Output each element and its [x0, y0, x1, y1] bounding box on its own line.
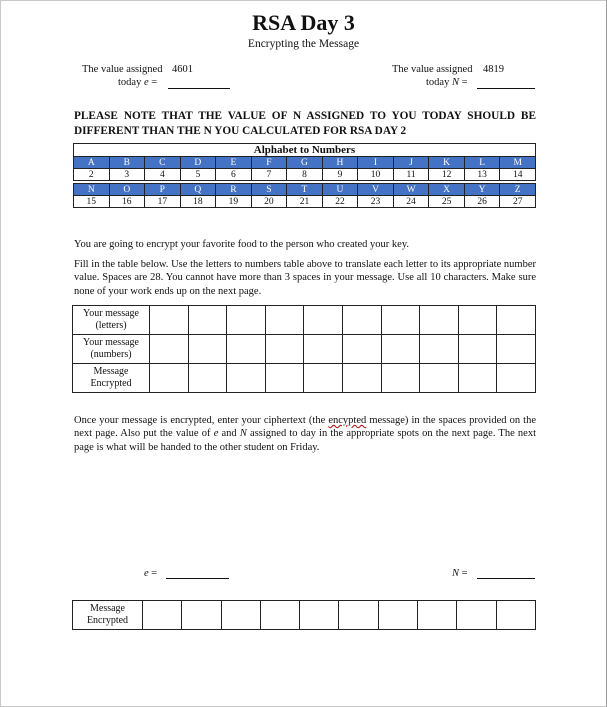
number-cell: 19 — [216, 196, 252, 208]
letter-cell: J — [393, 157, 429, 169]
letter-cell: X — [429, 184, 465, 196]
number-input-cell[interactable] — [458, 335, 497, 364]
letter-input-cell[interactable] — [381, 306, 420, 335]
encrypted-input-cell[interactable] — [342, 364, 381, 393]
letter-cell: F — [251, 157, 287, 169]
number-cell: 26 — [464, 196, 500, 208]
letter-cell: V — [358, 184, 394, 196]
bottom-e-label — [144, 568, 157, 579]
message-table — [72, 305, 536, 393]
label-line: (letters) — [95, 320, 127, 331]
n-variable: N — [452, 568, 460, 579]
alphabet-row-numbers-2 — [74, 196, 536, 208]
today-text: today — [118, 77, 144, 88]
letter-input-cell[interactable] — [188, 306, 227, 335]
encrypted-input-cell[interactable] — [304, 364, 343, 393]
equals-sign: = — [148, 77, 158, 88]
assigned-e-value: 4601 — [172, 64, 193, 75]
ciphertext-row — [73, 601, 536, 630]
assigned-e-text: The value assigned — [82, 64, 163, 75]
number-cell: 4 — [145, 169, 181, 181]
number-input-cell[interactable] — [304, 335, 343, 364]
number-cell: 10 — [358, 169, 394, 181]
ciphertext-cell[interactable] — [182, 601, 221, 630]
text-run: Once your message is encrypted, enter your ciphertext (the — [74, 415, 329, 426]
letter-cell: O — [109, 184, 145, 196]
label-line: Your message — [83, 308, 139, 319]
page-title: RSA Day 3 — [252, 10, 355, 35]
label-line: Message — [90, 603, 125, 614]
letter-cell: K — [429, 157, 465, 169]
number-cell: 27 — [500, 196, 536, 208]
label-line: Encrypted — [86, 615, 129, 626]
number-cell: 16 — [109, 196, 145, 208]
ciphertext-cell[interactable] — [418, 601, 457, 630]
misspelled-word: encypted — [328, 415, 367, 426]
assigned-n-text: The value assigned — [392, 64, 473, 75]
label-line: (numbers) — [90, 349, 132, 360]
ciphertext-cell[interactable] — [496, 601, 535, 630]
number-cell: 22 — [322, 196, 358, 208]
letter-cell: T — [287, 184, 323, 196]
number-cell: 8 — [287, 169, 323, 181]
number-cell: 20 — [251, 196, 287, 208]
alphabet-row-letters-1 — [74, 157, 536, 169]
letter-cell: G — [287, 157, 323, 169]
bottom-n-line[interactable] — [477, 578, 535, 579]
letter-input-cell[interactable] — [227, 306, 266, 335]
assigned-n-line2 — [426, 77, 468, 88]
letter-cell: S — [251, 184, 287, 196]
number-cell: 23 — [358, 196, 394, 208]
letter-cell: D — [180, 157, 216, 169]
encrypted-input-cell[interactable] — [150, 364, 189, 393]
letter-input-cell[interactable] — [420, 306, 459, 335]
letter-cell: Y — [464, 184, 500, 196]
letter-cell: Z — [500, 184, 536, 196]
number-cell: 17 — [145, 196, 181, 208]
number-cell: 13 — [464, 169, 500, 181]
number-input-cell[interactable] — [227, 335, 266, 364]
number-cell: 24 — [393, 196, 429, 208]
letter-cell: N — [74, 184, 110, 196]
encrypted-input-cell[interactable] — [420, 364, 459, 393]
number-cell: 12 — [429, 169, 465, 181]
assigned-e-label — [82, 64, 162, 75]
letter-input-cell[interactable] — [342, 306, 381, 335]
equals-sign: = — [459, 568, 468, 579]
text-run: message) in the spaces provided on the next page. Also put the value of — [74, 415, 536, 440]
page-subtitle: Encrypting the Message — [247, 38, 360, 50]
letter-cell: C — [145, 157, 181, 169]
ciphertext-table — [72, 600, 536, 630]
number-cell: 15 — [74, 196, 110, 208]
assigned-e-line2 — [118, 77, 157, 88]
instructions-fill-table: Fill in the table below. Use the letters to numbers table above to translate each letter to its appropriate number value. Spaces are 28. You cannot have more than 3 spaces in your message. Use all 10 characters. Make sure none of your work ends up on the next page. — [74, 259, 536, 297]
letter-input-cell[interactable] — [265, 306, 304, 335]
letter-cell: I — [358, 157, 394, 169]
number-cell: 5 — [180, 169, 216, 181]
encrypted-input-cell[interactable] — [227, 364, 266, 393]
number-cell: 18 — [180, 196, 216, 208]
number-cell: 14 — [500, 169, 536, 181]
important-note: PLEASE NOTE THAT THE VALUE OF N ASSIGNED TO YOU TODAY SHOULD BE DIFFERENT THAN THE N YOU CALCULATED FOR RSA DAY 2 — [74, 110, 536, 137]
letter-cell: B — [109, 157, 145, 169]
ciphertext-cell[interactable] — [457, 601, 496, 630]
row-label-encrypted — [73, 364, 150, 393]
letter-cell: H — [322, 157, 358, 169]
number-input-cell[interactable] — [188, 335, 227, 364]
encrypted-input-cell[interactable] — [265, 364, 304, 393]
bottom-n-label — [452, 568, 468, 579]
number-cell: 11 — [393, 169, 429, 181]
equals-sign: = — [148, 568, 158, 579]
letter-cell: Q — [180, 184, 216, 196]
today-text: today — [426, 77, 452, 88]
e-variable: e — [213, 428, 219, 440]
number-cell: 25 — [429, 196, 465, 208]
number-input-cell[interactable] — [420, 335, 459, 364]
letter-input-cell[interactable] — [150, 306, 189, 335]
message-encrypted-row — [73, 364, 536, 393]
bottom-e-line[interactable] — [166, 578, 229, 579]
n-answer-line[interactable] — [477, 88, 535, 89]
e-answer-line[interactable] — [168, 88, 230, 89]
equals-sign: = — [458, 77, 468, 88]
letter-cell: U — [322, 184, 358, 196]
assigned-n-label — [392, 64, 472, 75]
ciphertext-cell[interactable] — [143, 601, 182, 630]
number-input-cell[interactable] — [265, 335, 304, 364]
letter-cell: A — [74, 157, 110, 169]
letter-cell: R — [216, 184, 252, 196]
letter-cell: L — [464, 157, 500, 169]
encrypted-input-cell[interactable] — [188, 364, 227, 393]
text-run: assigned to day in the appropriate spots on the next page. The next page is what will be handed to the other student on Friday. — [74, 428, 536, 453]
letter-cell: P — [145, 184, 181, 196]
encrypted-input-cell[interactable] — [497, 364, 536, 393]
n-variable: N — [451, 77, 459, 88]
ciphertext-cell[interactable] — [260, 601, 299, 630]
number-cell: 3 — [109, 169, 145, 181]
text-run: and — [218, 428, 240, 440]
instructions-intro: You are going to encrypt your favorite food to the person who created your key. — [74, 239, 410, 250]
number-input-cell[interactable] — [381, 335, 420, 364]
ciphertext-cell[interactable] — [339, 601, 378, 630]
instructions-next-page — [74, 414, 536, 454]
number-input-cell[interactable] — [497, 335, 536, 364]
letter-cell: W — [393, 184, 429, 196]
label-line: Your message — [83, 337, 139, 348]
number-input-cell[interactable] — [150, 335, 189, 364]
alphabet-row-letters-2 — [74, 184, 536, 196]
encrypted-input-cell[interactable] — [381, 364, 420, 393]
e-variable: e — [143, 77, 149, 88]
number-cell: 21 — [287, 196, 323, 208]
letter-input-cell[interactable] — [497, 306, 536, 335]
letter-cell: E — [216, 157, 252, 169]
n-variable: N — [239, 428, 247, 440]
row-label-encrypted — [73, 601, 143, 630]
e-variable: e — [144, 568, 149, 579]
number-cell: 7 — [251, 169, 287, 181]
number-input-cell[interactable] — [342, 335, 381, 364]
letter-input-cell[interactable] — [458, 306, 497, 335]
number-cell: 6 — [216, 169, 252, 181]
row-label-letters — [73, 306, 150, 335]
alphabet-caption: Alphabet to Numbers — [73, 143, 536, 156]
label-line: Encrypted — [90, 378, 132, 389]
alphabet-table — [73, 156, 536, 208]
number-cell: 9 — [322, 169, 358, 181]
number-cell: 2 — [74, 169, 110, 181]
ciphertext-cell[interactable] — [300, 601, 339, 630]
letter-input-cell[interactable] — [304, 306, 343, 335]
ciphertext-cell[interactable] — [378, 601, 417, 630]
ciphertext-cell[interactable] — [221, 601, 260, 630]
label-line: Message — [93, 366, 129, 377]
message-letters-row — [73, 306, 536, 335]
letter-cell: M — [500, 157, 536, 169]
alphabet-row-numbers-1 — [74, 169, 536, 181]
row-label-numbers — [73, 335, 150, 364]
message-numbers-row — [73, 335, 536, 364]
encrypted-input-cell[interactable] — [458, 364, 497, 393]
assigned-n-value: 4819 — [483, 64, 504, 75]
